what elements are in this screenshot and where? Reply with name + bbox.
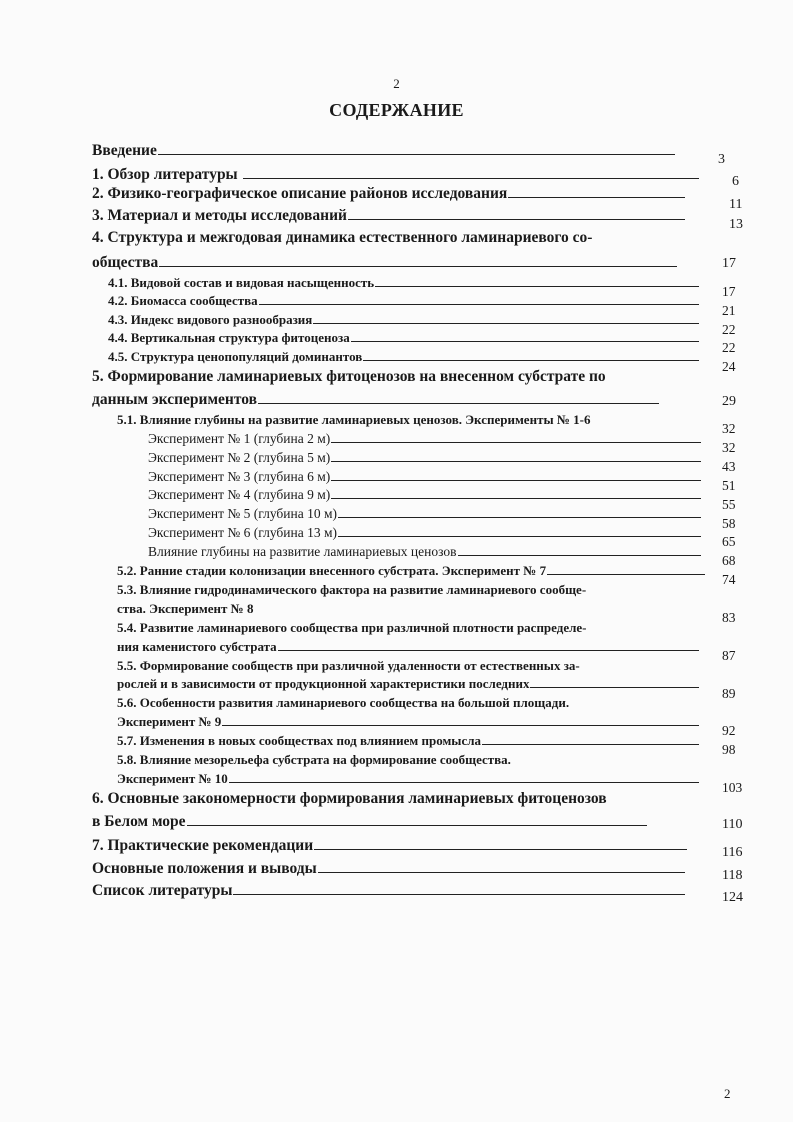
toc-entry-text: [92, 207, 685, 225]
toc-entry-text: [148, 544, 701, 560]
toc-entry-text: [148, 506, 701, 522]
toc-leader-line: [338, 517, 701, 518]
toc-entry-title: 4.3. Индекс видового разнообразия: [108, 312, 313, 327]
toc-entry-text: [117, 639, 699, 655]
toc-entry-text: [92, 368, 606, 386]
toc-leader-line: [187, 825, 647, 826]
toc-entry-text: [108, 293, 699, 309]
toc-page-number: 74: [722, 572, 736, 587]
toc-entry-text: [117, 601, 253, 617]
toc-entry-title: Эксперимент № 4 (глубина 9 м): [148, 486, 331, 502]
toc-entry-title: 5.4. Развитие ламинариевого сообщества при различной плотности распределе-: [117, 620, 587, 635]
toc-entry-title: Список литературы: [92, 881, 233, 899]
toc-entry-title: 5. Формирование ламинариевых фитоценозов на внесенном субстрате по: [92, 367, 606, 385]
toc-leader-line: [331, 480, 701, 481]
toc-entry-text: [92, 254, 677, 272]
toc-entry-text: [117, 714, 699, 730]
toc-entry-title: 2. Физико-географическое описание районов исследования: [92, 184, 508, 202]
toc-entry-title: Эксперимент № 10: [117, 771, 228, 786]
toc-entry-title: Эксперимент № 6 (глубина 13 м): [148, 524, 337, 540]
toc-page-number: 24: [722, 359, 736, 374]
toc-page-number: 32: [722, 421, 736, 436]
toc-leader-line: [313, 323, 699, 324]
toc-entry-text: [117, 695, 569, 711]
toc-entry-text: [148, 525, 701, 541]
toc-page-number: 21: [722, 303, 736, 318]
toc-entry-text: [117, 752, 511, 768]
toc-entry-title: Эксперимент № 9: [117, 714, 222, 729]
toc-page-number: 92: [722, 723, 736, 738]
toc-entry-title: Введение: [92, 141, 157, 159]
toc-entry-title: ства. Эксперимент № 8: [117, 601, 254, 616]
toc-entry-title: 4.5. Структура ценопопуляций доминантов: [108, 349, 363, 364]
toc-leader-line: [547, 574, 705, 575]
toc-page-number: 116: [722, 845, 743, 860]
toc-page-number: 58: [722, 516, 736, 531]
toc-leader-line: [458, 555, 701, 556]
toc-entry-text: [92, 790, 607, 808]
toc-page-number: 89: [722, 686, 736, 701]
toc-entry-title: 4. Структура и межгодовая динамика естественного ламинариевого со-: [92, 228, 593, 246]
toc-entry-text: [108, 349, 699, 365]
toc-page-number: 13: [729, 217, 743, 232]
toc-entry-text: [117, 582, 586, 598]
toc-entry-text: [117, 771, 699, 787]
toc-leader-line: [259, 304, 699, 305]
toc-entry-title: 3. Материал и методы исследований: [92, 206, 347, 224]
toc-leader-line: [351, 341, 699, 342]
toc-entry-title: Основные положения и выводы: [92, 859, 317, 877]
toc-page-number: 6: [732, 174, 739, 189]
page-number-bottom: 2: [724, 1086, 731, 1101]
toc-entry-title: 5.7. Изменения в новых сообществах под влиянием промысла: [117, 733, 482, 748]
toc-entry-title: 4.4. Вертикальная структура фитоценоза: [108, 330, 350, 345]
toc-entry-text: [92, 837, 687, 855]
toc-entry-title: Эксперимент № 5 (глубина 10 м): [148, 505, 337, 521]
toc-entry-text: [117, 412, 591, 428]
toc-page-number: 124: [722, 890, 743, 905]
toc-entry-title: данным экспериментов: [92, 390, 257, 408]
toc-entry-text: [108, 275, 699, 291]
toc-leader-line: [233, 894, 685, 895]
toc-leader-line: [331, 498, 701, 499]
toc-entry-text: [117, 563, 705, 579]
toc-page-number: 51: [722, 478, 736, 493]
toc-entry-title: в Белом море: [92, 812, 186, 830]
toc-entry-text: [108, 312, 699, 328]
toc-page-number: 118: [722, 868, 743, 883]
toc-page-number: 87: [722, 648, 736, 663]
toc-entry-title: 7. Практические рекомендации: [92, 836, 314, 854]
toc-entry-title: 1. Обзор литературы: [92, 165, 242, 183]
toc-entry-title: 6. Основные закономерности формирования ламинариевых фитоценозов: [92, 789, 607, 807]
toc-entry-text: [148, 487, 701, 503]
toc-page-number: 83: [722, 610, 736, 625]
toc-leader-line: [159, 266, 677, 267]
toc-page-number: 3: [718, 152, 725, 167]
toc-page-number: 43: [722, 459, 736, 474]
toc-entry-text: [117, 676, 699, 692]
toc-entry-title: Эксперимент № 1 (глубина 2 м): [148, 430, 331, 446]
toc-entry-text: [148, 469, 701, 485]
toc-page-number: 68: [722, 553, 736, 568]
page-number-top: 2: [393, 76, 400, 91]
toc-page-number: 11: [729, 197, 743, 212]
toc-entry-text: [92, 813, 647, 831]
toc-leader-line: [331, 442, 701, 443]
toc-page-number: 22: [722, 322, 736, 337]
toc-entry-title: 5.3. Влияние гидродинамического фактора на развитие ламинариевого сообще-: [117, 582, 587, 597]
toc-entry-title: Влияние глубины на развитие ламинариевых ценозов: [148, 543, 457, 559]
toc-entry-title: 4.2. Биомасса сообщества: [108, 293, 258, 308]
toc-leader-line: [331, 461, 701, 462]
toc-page-number: 29: [722, 394, 736, 409]
toc-leader-line: [318, 872, 685, 873]
toc-entry-text: [92, 860, 685, 878]
toc-entry-title: ния каменистого субстрата: [117, 639, 277, 654]
toc-entry-title: Эксперимент № 2 (глубина 5 м): [148, 449, 331, 465]
toc-entry-text: [148, 450, 701, 466]
toc-entry-text: [117, 620, 587, 636]
toc-page-number: 17: [722, 256, 736, 271]
toc-leader-line: [278, 650, 699, 651]
toc-page-number: 98: [722, 742, 736, 757]
toc-entry-text: [92, 391, 659, 409]
toc-entry-title: 5.6. Особенности развития ламинариевого сообщества на большой площади.: [117, 695, 570, 710]
toc-page-number: 22: [722, 340, 736, 355]
toc-leader-line: [229, 782, 699, 783]
toc-leader-line: [314, 849, 687, 850]
toc-leader-line: [530, 687, 699, 688]
toc-entry-text: [92, 229, 592, 247]
toc-leader-line: [375, 286, 699, 287]
toc-entry-title: 5.2. Ранние стадии колонизации внесенного субстрата. Эксперимент № 7: [117, 563, 547, 578]
toc-leader-line: [482, 744, 699, 745]
toc-leader-line: [348, 219, 685, 220]
toc-entry-text: [148, 431, 701, 447]
toc-entry-text: [92, 882, 685, 900]
toc-leader-line: [258, 403, 659, 404]
toc-leader-line: [222, 725, 699, 726]
toc-entry-title: 5.5. Формирование сообществ при различной удаленности от естественных за-: [117, 658, 580, 673]
toc-leader-line: [508, 197, 685, 198]
toc-entry-text: [117, 733, 699, 749]
page-title: СОДЕРЖАНИЕ: [329, 100, 464, 120]
toc-entry-text: [108, 330, 699, 346]
toc-leader-line: [363, 360, 699, 361]
toc-page-number: 32: [722, 440, 736, 455]
toc-entry-text: [92, 185, 685, 203]
toc-page-number: 55: [722, 497, 736, 512]
toc-entry-text: [92, 166, 699, 184]
toc-entry-title: 5.1. Влияние глубины на развитие ламинариевых ценозов. Эксперименты № 1-6: [117, 412, 591, 427]
toc-entry-title: 5.8. Влияние мезорельефа субстрата на формирование сообщества.: [117, 752, 511, 767]
toc-entry-title: рослей и в зависимости от продукционной характеристики последних: [117, 676, 530, 691]
toc-page-number: 103: [722, 780, 743, 795]
toc-entry-text: [117, 658, 580, 674]
toc-leader-line: [243, 178, 699, 179]
toc-entry-title: общества: [92, 253, 159, 271]
toc-page-number: 17: [722, 284, 736, 299]
toc-page-number: 65: [722, 534, 736, 549]
toc-leader-line: [158, 154, 675, 155]
toc-page-number: 110: [722, 817, 743, 832]
toc-entry-title: Эксперимент № 3 (глубина 6 м): [148, 468, 331, 484]
toc-leader-line: [338, 536, 701, 537]
toc-entry-text: [92, 142, 675, 160]
toc-entry-title: 4.1. Видовой состав и видовая насыщенность: [108, 275, 375, 290]
